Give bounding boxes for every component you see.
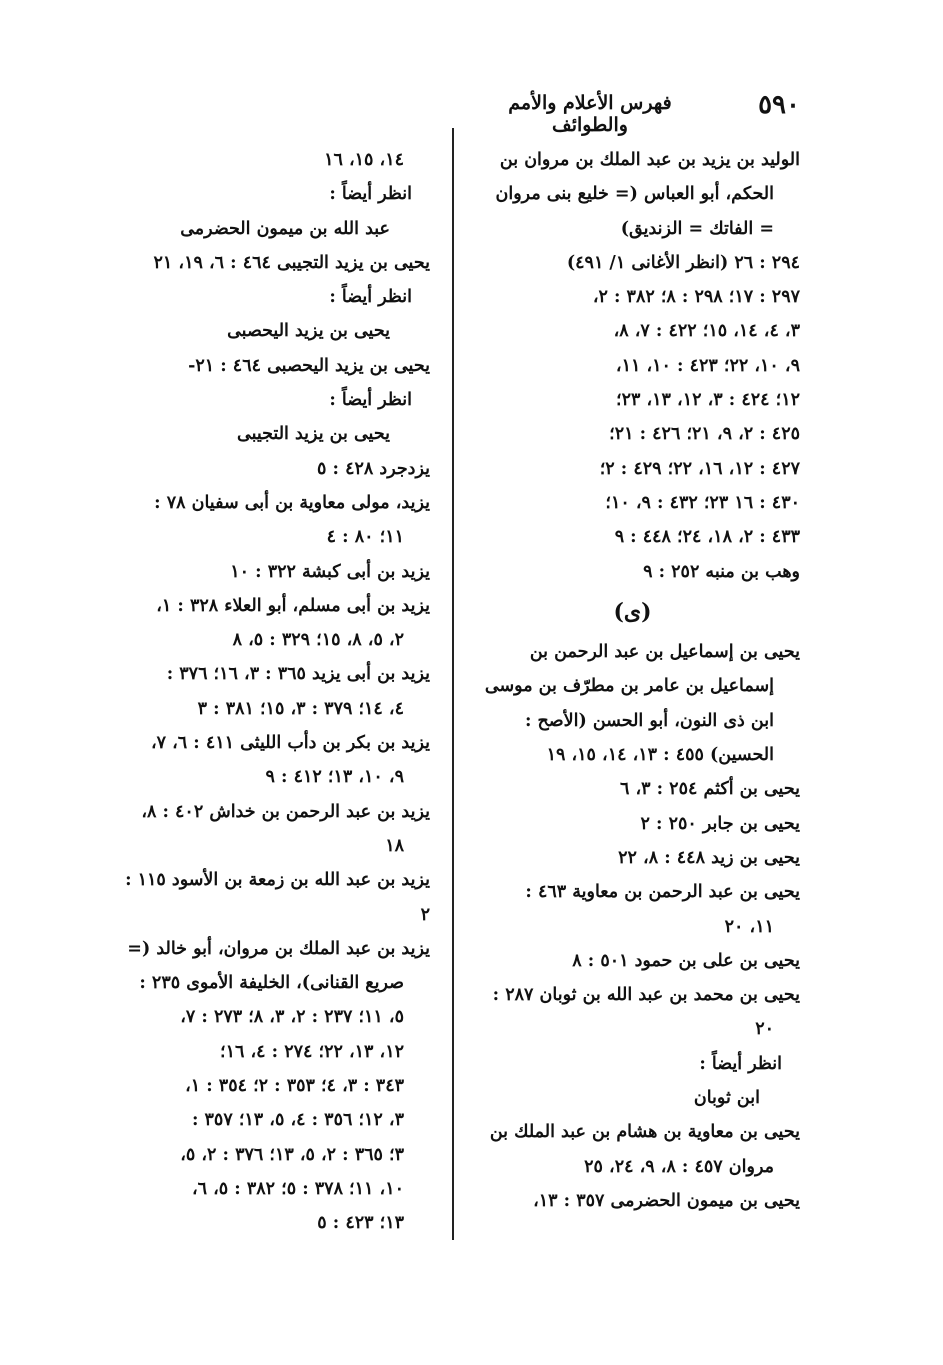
left-column [115, 143, 430, 1241]
index-line: يزيد بن عبد الرحمن بن خداش ٤٠٢ : ٨، [141, 801, 430, 822]
index-line: يزيد بن عبد الله بن زمعة بن الأسود ١١٥ : ٢ [125, 870, 430, 925]
index-line: يزيد بن بكر بن دأب الليثى ٤١١ : ٦، ٧، [150, 733, 430, 754]
index-line: إسماعيل بن عامر بن مطرّف بن موسى [484, 676, 774, 697]
index-line: ١١، ٢٠ [724, 916, 774, 937]
index-line: ٤٢٧ : ١٢، ١٦، ٢٢؛ ٤٢٩ : ٢؛ [599, 458, 800, 479]
index-line: ١٤، ١٥، ١٦ [324, 150, 404, 170]
index-line: ٤، ١٤؛ ٣٧٩ : ٣، ١٥؛ ٣٨١ : ٣ [197, 698, 404, 719]
see-also-reference: يحيى بن يزيد اليحصبى [227, 321, 390, 342]
index-line: يزيد بن أبى كبشة ٣٢٢ : ١٠ [230, 561, 430, 582]
index-line: ابن ذى النون، أبو الحسن (الأصح : [524, 710, 774, 731]
index-line: يزيد بن أبى مسلم، أبو العلاء ٣٢٨ : ١، [156, 595, 430, 616]
index-line: ٢٩٤ : ٢٦ (انظر الأغانى ١/ ٤٩١) [566, 252, 800, 273]
index-line: ١٠، ١١؛ ٣٧٨ : ٥؛ ٣٨٢ : ٥، ٦، [191, 1178, 404, 1199]
column-divider [452, 128, 454, 1240]
index-line: ٩، ١٠، ٢٢؛ ٤٢٣ : ١٠، ١١، [615, 355, 800, 376]
index-line: الوليد بن يزيد بن عبد الملك بن مروان بن [499, 150, 800, 170]
index-line: = الفاتك = الزنديق) [620, 218, 774, 239]
index-line: يزيد بن عبد الملك بن مروان، أبو خالد (= [127, 938, 430, 959]
index-line: يحيى بن يزيد اليحصبى ٤٦٤ : ٢١- [188, 355, 430, 376]
index-line: ٢٠ [755, 1019, 774, 1040]
see-also-label: انظر أيضاً : [329, 184, 412, 205]
index-line: يزيد، مولى معاوية بن أبى سفيان ٧٨ : [154, 492, 430, 513]
page-header [140, 90, 800, 136]
index-line: ١١؛ ٨٠ : ٤ [326, 527, 404, 548]
index-line: يحيى بن ميمون الحضرمى ٣٥٧ : ١٣، [533, 1190, 800, 1211]
index-line: يحيى بن يزيد التجيبى ٤٦٤ : ٦، ١٩، ٢١ [153, 252, 430, 273]
index-line: ٤٣٠ : ١٦ ٢٣؛ ٤٣٢ : ٩، ١٠؛ [605, 492, 800, 513]
index-line: ١٢، ١٣، ٢٢؛ ٢٧٤ : ٤، ١٦؛ [220, 1041, 404, 1062]
index-line: ٤٢٥ : ٢، ٩، ٢١؛ ٤٢٦ : ٢١؛ [609, 424, 800, 445]
index-line: يحيى بن محمد بن عبد الله بن ثوبان ٢٨٧ : [492, 985, 800, 1006]
index-line: يحيى بن أكثم ٢٥٤ : ٣، ٦ [619, 779, 800, 800]
running-title: فهرس الأعلام والأمم والطوائف [508, 92, 672, 136]
index-line: يحيى بن جابر ٢٥٠ : ٢ [640, 813, 800, 834]
index-line: يحيى بن عبد الرحمن بن معاوية ٤٦٣ : [525, 882, 800, 903]
index-line: مروان ٤٥٧ : ٨، ٩، ٢٤، ٢٥ [584, 1156, 774, 1177]
index-line: ٣٤٣ : ٣، ٤؛ ٣٥٣ : ٢؛ ٣٥٤ : ١، [185, 1076, 404, 1097]
index-line: الحكم، أبو العباس (= خليع بنى مروان [495, 184, 774, 205]
index-line: ٣؛ ٣٦٥ : ٢، ٥، ١٣؛ ٣٧٦ : ٢، ٥، [180, 1144, 404, 1165]
section-heading: (ى) [613, 598, 652, 625]
index-line: يحيى بن على بن حمود ٥٠١ : ٨ [572, 950, 800, 971]
index-line: الحسين) ٤٥٥ : ١٣، ١٤، ١٥، ١٩ [546, 745, 774, 766]
right-column [465, 143, 800, 1218]
index-line: ٤٣٣ : ٢، ١٨، ٢٤؛ ٤٤٨ : ٩ [614, 527, 800, 548]
index-line: يحيى بن إسماعيل بن عبد الرحمن بن [529, 642, 800, 663]
index-line: ١٨ [385, 835, 404, 856]
index-line: يزيد بن أبى يزيد ٣٦٥ : ٣، ١٦؛ ٣٧٦ : [166, 664, 430, 685]
index-line: صريع القنانى)، الخليفة الأموى ٢٣٥ : [139, 973, 404, 994]
index-line: ٣، ٤، ١٤، ١٥؛ ٤٢٢ : ٧، ٨، [613, 321, 800, 342]
index-line: ١٢؛ ٤٢٤ : ٣، ١٢، ١٣، ٢٣؛ [616, 390, 800, 411]
index-line: ٣، ١٢؛ ٣٥٦ : ٤، ٥، ١٣؛ ٣٥٧ : [191, 1110, 404, 1131]
index-line: ٩، ١٠، ١٣؛ ٤١٢ : ٩ [265, 767, 404, 788]
index-line: وهب بن منبه ٢٥٢ : ٩ [643, 561, 800, 582]
index-line: ٥، ١١؛ ٢٣٧ : ٢، ٣، ٨؛ ٢٧٣ : ٧، [180, 1007, 404, 1028]
see-also-reference: عبد الله بن ميمون الحضرمى [180, 218, 390, 239]
see-also-label: انظر أيضاً : [329, 287, 412, 308]
page-number: ٥٩٠ [758, 90, 800, 120]
index-line: يزدجرد ٤٢٨ : ٥ [317, 458, 430, 479]
see-also-reference: ابن ثوبان [693, 1088, 760, 1109]
see-also-label: انظر أيضاً : [699, 1053, 782, 1074]
index-line: ٢٩٧ : ١٧؛ ٢٩٨ : ٨؛ ٣٨٢ : ٢، [592, 287, 800, 308]
see-also-reference: يحيى بن يزيد التجيبى [236, 424, 390, 445]
index-line: يحيى بن معاوية بن هشام بن عبد الملك بن [489, 1122, 800, 1143]
see-also-label: انظر أيضاً : [329, 390, 412, 411]
index-line: ١٣؛ ٤٢٣ : ٥ [317, 1213, 404, 1234]
index-line: ٢، ٥، ٨، ١٥؛ ٣٢٩ : ٥، ٨ [232, 630, 404, 651]
index-line: يحيى بن زيد ٤٤٨ : ٨، ٢٢ [618, 847, 800, 868]
